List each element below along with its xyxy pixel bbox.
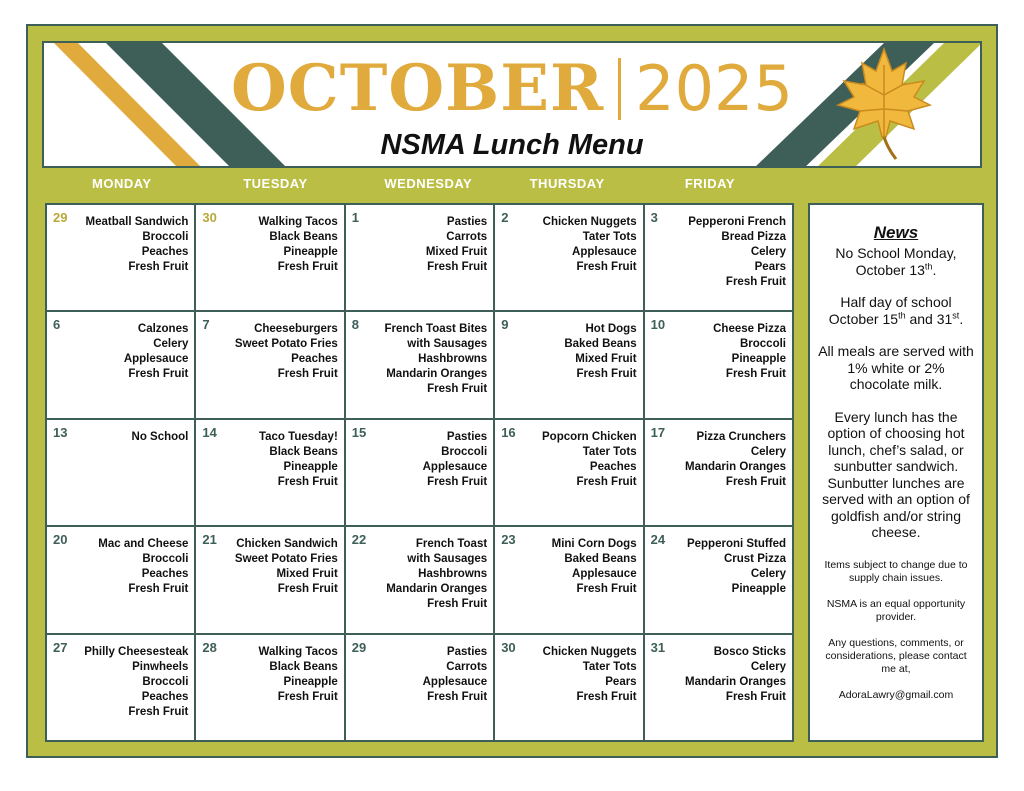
menu-item: Fresh Fruit (128, 705, 189, 718)
calendar-day-cell (346, 635, 493, 740)
menu-item: Sweet Potato Fries (234, 553, 338, 566)
menu-item: Celery (750, 660, 786, 673)
menu-items (543, 645, 637, 705)
day-number: 23 (501, 532, 516, 548)
day-number: 7 (202, 317, 210, 333)
menu-items (423, 430, 488, 490)
menu-items (386, 537, 487, 612)
menu-item: Fresh Fruit (427, 261, 488, 273)
menu-item: Mixed Fruit (575, 353, 637, 366)
news-no-school: No School Monday, October 13th. (835, 245, 957, 278)
menu-item: Fresh Fruit (427, 598, 488, 611)
weekday-label: MONDAY (92, 176, 152, 191)
title-month: OCTOBER (231, 51, 605, 126)
menu-item: Hashbrowns (418, 568, 488, 581)
menu-item: Mac and Cheese (98, 538, 189, 551)
calendar-day-cell (645, 420, 792, 525)
news-options: Every lunch has the option of choosing hot lunch, chef’s salad, or sunbutter sandwich. Sunbutter lunches are served with an option of goldfish and/or string cheese. (822, 408, 970, 540)
calendar-day-cell (645, 312, 792, 417)
menu-item: Fresh Fruit (576, 583, 637, 596)
menu-item: Fresh Fruit (576, 690, 637, 703)
menu-item: Meatball Sandwich (85, 216, 189, 228)
menu-item: Chicken Nuggets (542, 216, 637, 228)
menu-item: Pasties (446, 645, 488, 658)
weekday-header (46, 176, 794, 196)
day-number: 16 (501, 424, 516, 440)
header-banner (42, 41, 982, 168)
menu-item: Mixed Fruit (276, 568, 338, 581)
calendar-day-cell (645, 635, 792, 740)
menu-items (552, 537, 637, 597)
menu-item: Cheeseburgers (254, 323, 338, 336)
day-number: 14 (202, 424, 217, 440)
day-number: 24 (650, 532, 666, 548)
menu-item: Popcorn Chicken (542, 430, 637, 443)
menu-item: Fresh Fruit (277, 261, 338, 273)
menu-item: Fresh Fruit (725, 276, 786, 288)
calendar-day-cell (47, 420, 194, 525)
menu-item: Broccoli (142, 553, 189, 566)
menu-item: Fresh Fruit (277, 583, 338, 596)
menu-item: French Toast (415, 538, 488, 551)
news-panel (808, 203, 984, 742)
menu-items (235, 537, 338, 597)
menu-item: Fresh Fruit (128, 583, 189, 596)
menu-item: Pineapple (731, 353, 786, 366)
menu-subtitle: NSMA Lunch Menu (380, 129, 644, 161)
calendar-day-cell (196, 420, 343, 525)
menu-item: No School (131, 430, 189, 443)
calendar-day-cell (495, 205, 642, 310)
menu-item: Peaches (141, 246, 189, 258)
menu-item: with Sausages (407, 338, 488, 351)
menu-item: Calzones (137, 323, 189, 336)
calendar-day-cell (346, 205, 493, 310)
menu-items (426, 215, 487, 275)
menu-item: Pepperoni French (688, 216, 786, 228)
menu-item: Applesauce (123, 353, 189, 366)
calendar-day-cell (196, 312, 343, 417)
menu-item: Black Beans (269, 660, 338, 673)
menu-item: Broccoli (441, 445, 488, 458)
menu-item: Pinwheels (132, 660, 189, 673)
day-number: 29 (53, 210, 68, 225)
menu-items (132, 430, 189, 445)
calendar-day-cell (495, 635, 642, 740)
menu-item: Taco Tuesday! (258, 430, 338, 443)
day-number: 28 (202, 639, 217, 655)
calendar-day-cell (47, 635, 194, 740)
menu-item: Mandarin Oranges (685, 460, 786, 473)
day-number: 22 (351, 532, 367, 548)
menu-items (542, 430, 637, 490)
weekday-label: THURSDAY (529, 176, 605, 191)
menu-item: Pineapple (283, 246, 338, 258)
day-number: 13 (53, 424, 68, 440)
menu-item: with Sausages (407, 553, 488, 566)
calendar-day-cell (196, 205, 343, 310)
maple-leaf-icon (834, 45, 934, 165)
menu-item: Fresh Fruit (277, 368, 338, 381)
menu-item: Celery (750, 246, 786, 258)
menu-item: Baked Beans (564, 338, 637, 351)
menu-item: Hot Dogs (585, 323, 637, 336)
menu-item: Philly Cheesesteak (84, 645, 189, 658)
title-year: 2025 (635, 52, 793, 125)
menu-item: Celery (750, 568, 786, 581)
calendar-day-cell (196, 635, 343, 740)
menu-items (687, 537, 786, 597)
menu-item: Cheese Pizza (713, 323, 786, 336)
menu-item: Pepperoni Stuffed (686, 538, 786, 551)
calendar-day-cell (495, 312, 642, 417)
menu-item: Fresh Fruit (427, 475, 488, 488)
day-number: 30 (202, 210, 217, 225)
calendar-day-cell (495, 527, 642, 632)
menu-item: Black Beans (269, 231, 338, 243)
day-number: 9 (501, 317, 509, 333)
menu-item: Pizza Crunchers (696, 430, 786, 443)
news-half-day: Half day of school October 15th and 31st. (828, 294, 964, 327)
calendar-day-cell (47, 527, 194, 632)
menu-items (685, 430, 786, 490)
day-number: 17 (650, 424, 666, 440)
menu-item: Fresh Fruit (427, 690, 488, 703)
calendar-day-cell (47, 312, 194, 417)
menu-item: Broccoli (142, 675, 189, 688)
menu-item: Walking Tacos (258, 645, 338, 658)
news-title: News (873, 223, 919, 242)
day-number: 29 (351, 639, 367, 655)
title-divider (618, 58, 621, 120)
menu-item: Pasties (446, 216, 488, 228)
news-milk: All meals are served with 1% white or 2% chocolate milk. (818, 343, 974, 392)
menu-items (713, 322, 786, 382)
menu-item: Black Beans (269, 445, 338, 458)
menu-items (423, 645, 488, 705)
day-number: 20 (53, 532, 68, 548)
menu-items (543, 215, 637, 275)
menu-item: Mini Corn Dogs (551, 538, 637, 551)
menu-items (84, 645, 188, 720)
weekday-label: FRIDAY (684, 176, 736, 191)
menu-item: Fresh Fruit (576, 368, 637, 381)
menu-item: Tater Tots (582, 445, 637, 458)
menu-items (259, 215, 338, 275)
menu-item: Fresh Fruit (725, 690, 786, 703)
calendar-day-cell (346, 312, 493, 417)
menu-item: Pasties (446, 430, 488, 443)
menu-items (385, 322, 488, 397)
day-number: 27 (53, 639, 68, 655)
menu-item: Fresh Fruit (725, 368, 786, 381)
menu-item: Celery (750, 445, 786, 458)
weekday-label: TUESDAY (243, 176, 308, 191)
weekday-label: WEDNESDAY (384, 176, 473, 191)
menu-item: Sweet Potato Fries (234, 338, 338, 351)
menu-item: Carrots (446, 660, 488, 673)
menu-item: Fresh Fruit (725, 475, 786, 488)
menu-item: Celery (153, 338, 189, 351)
day-number: 15 (351, 424, 367, 440)
calendar-day-cell (196, 527, 343, 632)
day-number: 6 (53, 317, 61, 333)
menu-item: Applesauce (422, 675, 488, 688)
menu-items (564, 322, 636, 382)
menu-item: Peaches (141, 690, 189, 703)
menu-items (124, 322, 189, 382)
day-number: 8 (351, 317, 360, 333)
menu-item: Bosco Sticks (713, 645, 786, 658)
menu-items (98, 537, 188, 597)
menu-item: Fresh Fruit (128, 368, 189, 381)
menu-item: Chicken Nuggets (542, 645, 637, 658)
news-subject-change: Items subject to change due to supply chain issues. (824, 558, 968, 584)
menu-items (259, 645, 338, 705)
menu-item: Mandarin Oranges (386, 583, 488, 596)
day-number: 21 (202, 532, 217, 548)
calendar-day-cell (645, 527, 792, 632)
menu-item: French Toast Bites (384, 323, 488, 336)
news-equal-opportunity: NSMA is an equal opportunity provider. (826, 597, 966, 623)
menu-items (685, 645, 786, 705)
menu-item: Applesauce (422, 460, 488, 473)
menu-items (688, 215, 786, 290)
menu-item: Peaches (291, 353, 338, 366)
day-number: 2 (501, 210, 509, 225)
menu-item: Pears (754, 261, 786, 273)
menu-item: Fresh Fruit (128, 261, 189, 273)
calendar-day-cell (346, 527, 493, 632)
menu-item: Mandarin Oranges (685, 675, 786, 688)
menu-item: Pineapple (283, 675, 338, 688)
menu-item: Walking Tacos (258, 216, 338, 228)
menu-item: Pineapple (283, 460, 338, 473)
menu-item: Pears (605, 675, 637, 688)
menu-item: Applesauce (572, 568, 637, 581)
menu-items (235, 322, 338, 382)
menu-item: Tater Tots (582, 231, 637, 243)
menu-item: Tater Tots (582, 660, 637, 673)
news-contact: Any questions, comments, or considerations, please contact me at, (825, 636, 967, 675)
day-number: 3 (650, 210, 658, 225)
day-number: 30 (501, 639, 516, 655)
menu-item: Pineapple (731, 583, 786, 596)
menu-item: Peaches (141, 568, 189, 581)
menu-items (259, 430, 338, 490)
menu-items (86, 215, 189, 275)
menu-item: Fresh Fruit (427, 383, 488, 396)
menu-item: Mandarin Oranges (386, 368, 488, 381)
calendar-day-cell (645, 205, 792, 310)
menu-item: Broccoli (739, 338, 786, 351)
menu-item: Peaches (589, 460, 637, 473)
menu-item: Applesauce (572, 246, 637, 258)
calendar-day-cell (495, 420, 642, 525)
menu-item: Broccoli (142, 231, 189, 243)
menu-item: Fresh Fruit (576, 475, 637, 488)
menu-item: Baked Beans (564, 553, 637, 566)
day-number: 31 (650, 639, 666, 655)
calendar-day-cell (47, 205, 194, 310)
menu-item: Crust Pizza (723, 553, 786, 566)
day-number: 1 (351, 210, 360, 225)
menu-item: Chicken Sandwich (236, 538, 338, 551)
menu-item: Fresh Fruit (277, 475, 338, 488)
menu-item: Carrots (446, 231, 488, 243)
menu-item: Fresh Fruit (277, 690, 338, 703)
day-number: 10 (650, 317, 666, 333)
news-email[interactable]: AdoraLawry@gmail.com (838, 688, 954, 701)
menu-item: Mixed Fruit (425, 246, 488, 258)
menu-item: Hashbrowns (418, 353, 488, 366)
menu-item: Fresh Fruit (576, 261, 637, 273)
calendar-day-cell (346, 420, 493, 525)
menu-item: Bread Pizza (721, 231, 786, 243)
calendar-grid (45, 203, 794, 742)
